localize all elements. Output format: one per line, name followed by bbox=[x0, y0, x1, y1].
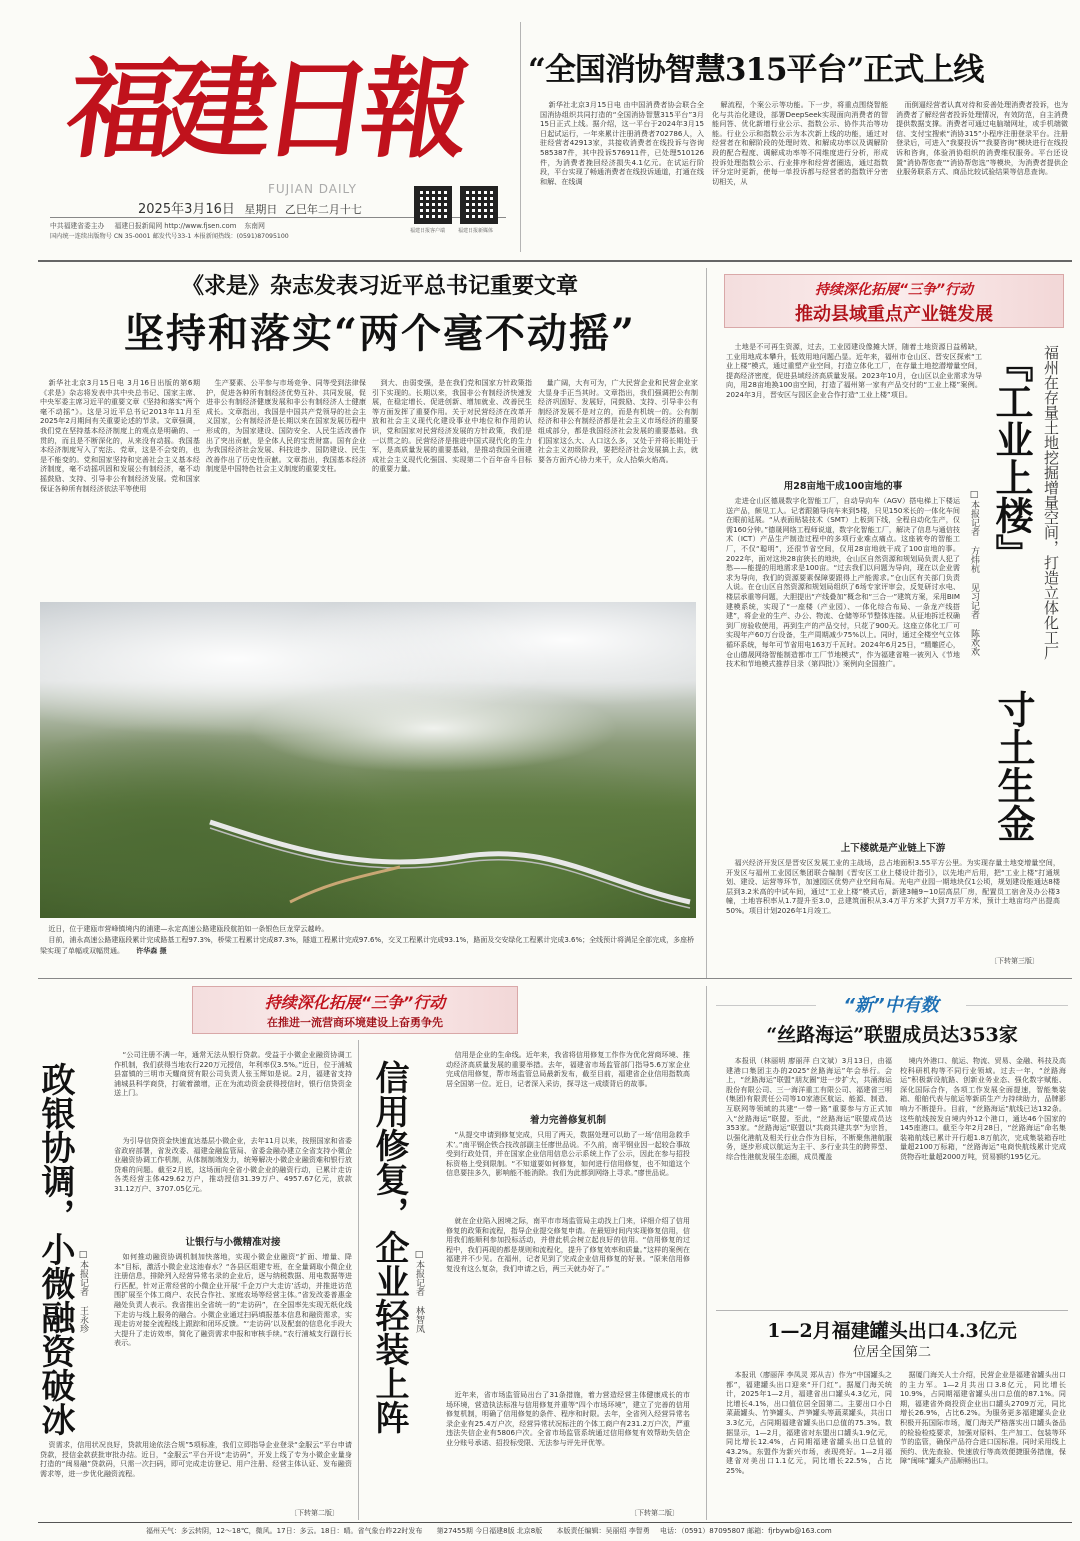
masthead-english: FUJIAN DAILY bbox=[268, 182, 357, 196]
caption-line-2-wrap bbox=[40, 935, 696, 957]
website: 福建日报新闻网 http://www.fjsen.com bbox=[114, 222, 237, 230]
client: 东南网 bbox=[244, 222, 265, 230]
right-para-3: 福兴经济开发区是晋安区发展工业的主战场，总占地面积3.55平方公里。为实现存量土地变增量空间，开发区与福州工业园区集团联合编制《晋安区工业上楼设计指引》，以先地产后用，把“工业上楼”打通规划、建设、运营等环节，加速园区优势产业空间布局。光电产业园一期地块仅1公顷，规划建设能通达8楼层到3.2米高的中试车间，通过“工业上楼”模式后，新建3幢9~10层高层厂房，配置员工宿舍及办公楼3幢，土地容积率从1.7提升至3.0，总建筑面积从3.4万平方米扩大到7万平方米，预计土地亩均产出提高50%。项目计划2026年1月竣工。 bbox=[726, 858, 1060, 915]
footer bbox=[146, 1525, 1072, 1537]
lead-col-2: 生产要素、公平参与市场竞争、同等受到法律保护，促进各种所有制经济优势互补、共同发展，促进非公有制经济健康发展和非公有制经济人士健康成长。文章指出，我国是中国共产党领导的社会主义国家，公有制经济是长期以来在国家发展历程中形成的，为国家建设、国防安全、人民生活改善作出了突出贡献，是全体人民的宝贵财富。国有企业为我国经济社会发展、科技进步、国防建设、民生改善作出了历史性贡献。文章指出，我国基本经济制度是中国特色社会主义制度的重要支柱。 bbox=[206, 378, 366, 474]
masthead-info bbox=[50, 220, 265, 230]
silk-road-headline: “丝路海运”联盟成员达353家 bbox=[766, 1024, 1018, 1046]
story2-tail: 〔下转第二版〕 bbox=[630, 1509, 679, 1517]
publisher: 中共福建省委主办 bbox=[50, 222, 105, 230]
story2-para-4: 近年来，省市场监管局出台了31条措施，着力营造经营主体健康成长的市场环境，营造执法标准与信用修复并重等“四个市场环境”，建立了完善的信用修复机制，明确了信用修复的条件、程序和时限。去年，全省列入经营异常名录企业有25.4万户次，经营异常状况标注的个体工商户有231.2万户次，严重违法失信企业有5806户次。全省市场监管系统通过信用修复有效帮助失信企业分账号承诺、招投标受限、无法参与评先评优等。 bbox=[446, 1390, 690, 1447]
lead-headline: 坚持和落实“两个毫不动摇” bbox=[123, 310, 636, 357]
bottom-right-mid-rule bbox=[716, 1310, 1068, 1311]
story1-sub: 让银行与小微精准对接 bbox=[185, 1237, 281, 1248]
masthead-dateline bbox=[138, 198, 362, 217]
top-story-col-1: 新华社北京3月15日电 由中国消费者协会联合全国消协组织共同打造的“全国消协智慧315平台”3月15日正式上线。据介绍，这一平台于2024年3月15日起试运行，一年来累计注册消费者702786人，入驻经营者42913家，共接收消费者在线投诉与咨询585387件，其中投诉576911件，已处理510126件，为消费者挽回经济损失4.1亿元。在试运行阶段，平台实现了畅通消费者在线投诉通道，打通在线和解、在线调 bbox=[540, 100, 704, 186]
story2-sub: 着力完善修复机制 bbox=[529, 1115, 606, 1126]
story1-para-3: 如何推动融资协调机制加快落地，实现小微企业融资“扩面、增量、降本”目标，激活小微企业这池春水？“各县区组建专班，在全量调取小微企业注册信息，排除列入经营异常名录的企业后，逐与纳税数据、用电数据等进行匹配，针对正常经营的小微企业开展‘千企万户大走访’活动，并推进访范围扩展至个体工商户、农民合作社、家庭农场等经营主体。”省发改委普惠金融处负责人表示。我省推出全省统一的“走访码”，在全国率先实现无纸化线下走访与线上服务的融合。小微企业通过扫码填报基本信息和融资需求，实现走访对接全流程线上跟踪和闭环反馈。“‘走访码’以及配套的信息化手段大大提升了走访效率，简化了融资需求申报和审核手续。”农行浦城支行副行长表示。 bbox=[114, 1252, 352, 1348]
photo-credit: 许华森 摄 bbox=[136, 947, 167, 955]
footer-weather: 福州天气：多云转阴，12～18℃，微风。17日：多云。18日：晴。省气象台昨22时发布 bbox=[146, 1527, 423, 1535]
silk-road-col-2: 境内外港口、航运、物流、贸易、金融、科技及高校科研机构等不同行业领域。过去一年，“丝路海运”积极新设航路、创新业务业态、强化数字赋能、深化国际合作，各项工作发展全面提速，智能集装箱、船舶代表与航运等新质生产力持续助力，品牌影响力不断提升。目前，“丝路海运”航线已达132条。这些航线按发自境内外12个港口，通达46个国家的145座港口。截至今年2月28日，“丝路海运”命名集装箱航线已累计开行超1.8万航次，完成集装箱吞吐量超2100万标箱，“丝路海运”电商快航线累计完成货物吞吐量超2000万吨，贸易额约195亿元。 bbox=[900, 1056, 1066, 1161]
right-tail: 〔下转第三版〕 bbox=[990, 957, 1039, 965]
issue-weekday: 星期日 bbox=[244, 203, 278, 216]
canned-food-col-2: 据厦门海关人士介绍，民营企业是福建省罐头出口的主力军。1—2月共出口3.8亿元，同比增长10.9%，占同期福建省罐头出口总值的87.1%。同期，福建省外商投资企业出口罐头2709万元，同比增长26.9%，占比6.2%。为服务更多福建罐头企业积极开拓国际市场，厦门海关严格落实出口罐头备品的检验检疫要求，加强对原料、生产加工、包装等环节的监管，确保产品符合进口国标准。同时采用线上预约、优先查验、快速放行等高效便捷服务措施，保障“闽味”罐头产品顺畅出口。 bbox=[900, 1370, 1066, 1466]
masthead-divider bbox=[520, 22, 521, 252]
right-para-1: 土地是不可再生资源，过去，工业园建设像摊大饼，随着土地资源日益稀缺，工业用地成本攀升，低效用地问题凸显。近年来，福州市仓山区、晋安区探索“工业上楼”模式，通过重塑产业空间，打造立体化工厂，在存量土地挖潜增量空间，提高经济密度，促进县域经济高质量发展。2023年10月，仓山区以企业需求为导向，用28亩地换100亩空间，打造了福州第一家有产品交付的“工业上楼”案例。2024年3月，晋安区与园区企业合作打造“工业上楼”项目。 bbox=[726, 342, 982, 399]
right-sub-2: 上下楼就是产业链上下游 bbox=[840, 843, 946, 854]
highway-bridge-graphic bbox=[40, 602, 696, 918]
right-vertical-subtitle: 福州在存量土地挖掘增量空间，打造立体化工厂 bbox=[1042, 345, 1060, 660]
canned-food-col-1: 本报讯（廖丽萍 李凤灵 郑从吉）作为“中国罐头之都”，福建罐头出口迎来“开门红”。据厦门海关统计，2025年1—2月，福建省出口罐头4.3亿元，同比增长4.1%，出口值位居全国第二。主要出口小白菜蔬罐头、竹笋罐头、芦笋罐头等蔬菜罐头，共出口3.3亿元，占同期福建省罐头出口总值的75.3%。数据显示，1—2月，福建省对东盟出口罐头1.9亿元，同比增长12.4%，占同期福建省罐头出口总值的43.2%。东盟作为新兴市场，表现亮好。1—2月福建省对美出口1.1亿元，同比增长22.5%，占比25%。 bbox=[726, 1370, 892, 1475]
story1-para-4: 资需求，信用状况良好，贷款用途依法合规”5项标准，我们立即指导企业登录“金服云”平台申请贷款，授信金款获批审批办结。近日，“金服云”平台开设“走访码”，开发上线了专为小微企业量身打造的“闽易融”贷款码，只需一次扫码，即可完成走访登记、用户注册、经营主体认证、发布融资需求等，进一步优化融资流程。 bbox=[40, 1440, 352, 1478]
right-sub-1: 用28亩地干成100亩地的事 bbox=[783, 481, 903, 492]
lead-col-1: 新华社北京3月15日电 3月16日出版的第6期《求是》杂志将发表中共中央总书记、国家主席、中央军委主席习近平的重要文章《坚持和落实“两个毫不动摇”》。这是习近平总书记2013年11月至2025年2月期间有关重要论述的节录。文章强调，我们党在坚持基本经济制度上的观点是明确的、一贯的，而且是不断深化的，从来没有动摇。我国基本经济制度写入了宪法、党章，这是不会变的，也是不能变的。党和国家坚持和完善社会主义基本经济制度，毫不动摇巩固和发展公有制经济，毫不动摇鼓励、支持、引导非公有制经济发展。党和国家保证各种所有制经济依法平等使用 bbox=[40, 378, 200, 493]
bottom-left-divider bbox=[358, 1040, 359, 1520]
lead-col-3: 到大、由弱变强，是在我们党和国家方针政策指引下实现的。长期以来，我国非公有制经济快速发展，在稳定增长、促进创新、增加就业、改善民生等方面发挥了重要作用。关于对民营经济在改革开放和社会主义现代化建设事业中地位和作用的认识，党和国家对民营经济发展的方针政策，我们是一以贯之的。民营经济是推进中国式现代化的生力军，是高质量发展的重要基础，是推动我国全面建成社会主义现代化强国、实现第二个百年奋斗目标的重要力量。 bbox=[372, 378, 532, 474]
silk-road-col-1: 本报讯（林丽明 廖丽萍 白文斌）3月13日，由福建港口集团主办的2025“丝路海运”年会举行。会上，“丝路海运”联盟“朋友圈”进一步扩大，共涌海运股份有限公司、三一海洋重工有限公司、福建省三明(集团)有限责任公司等10家港区航运、能源、制造、互联网等领域的共建“一带一路”重要参与方正式加入“丝路海运”联盟。至此，“丝路海运”联盟成员达353家。“丝路海运”联盟以“共商共建共享”为宗旨，以强化港航及相关行业合作为目标，不断聚焦港航服务，逐步形成以航运为主干、多行业共生的跨界型、综合性港航发展生态圈，成员覆盖 bbox=[726, 1056, 892, 1161]
lead-col-4: 量广阔，大有可为，广大民营企业和民营企业家大显身手正当其时。文章指出，我们强调把公有制经济巩固好、发展好，同鼓励、支持、引导非公有制经济发展不是对立的，而是有机统一的。公有制经济和非公有制经济都是社会主义市场经济的重要组成部分，都是我国经济社会发展的重要基础。我们国家这么大、人口这么多，又处于并将长期处于社会主义初级阶段，要把经济社会发展搞上去，就要各方面齐心协力来干，众人拾柴火焰高。 bbox=[538, 378, 698, 464]
top-story-col-2: 解流程，个案公示等功能。下一步，将重点围绕智能化与共治化建设，部署DeepSeek实现面向消费者的智能问答、优化新增行业公示、指数公示、协作共治等功能。行业公示和指数公示为本次新上线的功能，通过对经营者在和解阶段的处理时效、和解成功率以及调解阶段的配合程度、调解成功率等不同维度进行分析，形成投诉处理指数公示、行业排序和经营者圈选，通过指数评分定时更新，使每一单投诉都与经营者的指数评分密切相关，从 bbox=[712, 100, 888, 186]
qr-code-media[interactable] bbox=[460, 186, 498, 224]
masthead-bottom-rule bbox=[38, 260, 1072, 262]
qr2-label: 福建日报新媒体 bbox=[458, 228, 494, 234]
lead-kicker: 《求是》杂志发表习近平总书记重要文章 bbox=[181, 273, 578, 299]
top-story-col-3: 而倒逼经营者认真对待和妥善处理消费者投诉，也为消费者了解经营者投诉处理情况，有效防范，自主消费提供数据支撑。消费者可通过电脑端网址，或手机端微信、支付宝搜索“消协315”小程序注册登录平台。注册登录后，可进入“我要投诉”“我要咨询”模块进行在线投诉和咨询，体验消协组织的消费维权服务。平台还设置“消协帮您查”“消协帮您选”等模块，为消费者提供企业服务联系方式、商品比较试验结果等信息查询。 bbox=[896, 100, 1068, 177]
top-story-headline: “全国消协智慧315平台”正式上线 bbox=[528, 52, 984, 88]
right-banner-bottom: 推动县域重点产业链发展 bbox=[795, 304, 993, 325]
bottom-banner-top: 持续深化拓展“三争”行动 bbox=[264, 993, 446, 1012]
story2-para-3: 就在企业陷入困境之际，南平市市场监管局主动找上门来，详细介绍了信用修复的政策和流程，指导企业提交修复申请。在最短时间内实现修复信用，信用我们能顺利参加投标活动，并借此机会树立起良好的信用。“信用修复的过程中，我们再现的都是规则和流程化，提升了修复效率和质量。”这样的案例在福建并不少见。在福州，记者见到了完成企业信用修复的好景。“原来信用修复没有这么复杂，我们申请之后，两三天就办好了。” bbox=[446, 1216, 690, 1273]
caption-line-2: 目前，浦永高速公路建瓯段累计完成路基工程97.3%，桥梁工程累计完成87.3%，隧道工程累计完成97.6%，交叉工程累计完成93.1%，路面及交安绿化工程累计完成3.6%；全线预计将满足全部完成，多座桥梁实现了单幅或双幅贯通。 bbox=[40, 936, 695, 955]
story2-para-2: “从提交申请到修复完成，只用了两天，数据处理可以助了一场‘信用急救手术’。”南平钢企铁合技改部副主任廖世品说。不久前，南平钢业因一起较合事故受到行政处罚，并在国家企业信用信息公示系统上作了公示，因此在参与招投标资格上受到限制。“不知道要如何修复，如何进行信用修复，也不知道这个信息要挂多久，影响能不能消除。我们为此都到网络上寻求。”廖世品说。 bbox=[446, 1130, 690, 1178]
mid-page-rule bbox=[38, 978, 1072, 979]
qr-code-client[interactable] bbox=[414, 186, 452, 224]
issue-lunar: 乙巳年二月十七 bbox=[284, 203, 362, 216]
caption-line-1: 近日，位于建瓯市营峰镇境内的浦建—永定高速公路建瓯段航拍如一条银色巨龙穿云越岭。 bbox=[48, 925, 329, 933]
bottom-banner-bottom: 在推进一流营商环境建设上奋勇争先 bbox=[267, 1016, 443, 1029]
right-byline: □本报记者 方炜杭 见习记者 陈欢欢 bbox=[969, 490, 979, 656]
story1-para-1: “公司注册不满一年，通常无法从银行贷款。受益于小微企业融资协调工作机制，我们获得当地农行220万元授信，年利率仅3.5%。”近日，位于浦城县富镇的三明市天耀商贸有限公司负责人张玉辉如是说。2月，福建省支持浦城县科学商贷，打破着激增，正在为流动资金获得授信时，银行信贷资金送上门。 bbox=[114, 1050, 352, 1098]
story2-para-1: 信用是企业的生命线。近年来，我省将信用修复工作作为优化营商环境、推动经济高质量发展的重要举措。去年，福建省市场监管部门指导5.6万家企业完成信用修复，帮市场监管总局最新发布，截至目前，福建省企业信用指数高居全国第一位。近日，记者深入采访，探寻这一成绩背后的故事。 bbox=[446, 1050, 690, 1088]
story1-title: 政银协调，小微融资破冰 bbox=[35, 1062, 75, 1436]
right-banner-top: 持续深化拓展“三争”行动 bbox=[814, 282, 974, 298]
canned-food-subtitle: 位居全国第二 bbox=[852, 1345, 931, 1360]
right-big-title-2: 寸土生金 bbox=[991, 690, 1036, 842]
right-big-title-1: 『工业上楼』 bbox=[989, 344, 1034, 572]
story1-byline: □本报记者 王永珍 bbox=[78, 1250, 88, 1333]
story1-tail: 〔下转第二版〕 bbox=[290, 1509, 339, 1517]
footer-issue: 第27455期 今日福建8版 北京8版 bbox=[436, 1527, 543, 1535]
story2-title: 信用修复，企业轻装上阵 bbox=[369, 1060, 409, 1434]
right-column-divider bbox=[706, 268, 707, 978]
bottom-right-divider bbox=[706, 986, 707, 1520]
aerial-photo bbox=[40, 602, 696, 918]
photo-caption bbox=[40, 924, 696, 957]
story2-byline: □本报记者 林智凤 bbox=[414, 1250, 424, 1333]
right-para-2: 走进仓山区德晟数字化智能工厂，自动导向车（AGV）搭电梯上下楼运送产品，颇见工人。记者跟随导向车来到5楼，只见150米长的一体化车间在眼前延展。“从表面贴装技术（SMT）上板到下线，全程自动化生产，仅需160分钟。”德晟网络工程师说道，数字化智能工厂，解决了信息与通信技术（ICT）产品生产制造过程中的多项行业难点痛点。这座被夸的智能工厂，不仅“聪明”，还很节省空间，仅用28亩地就干成了100亩地的事。2022年，面对这块28亩狭长的地块，仓山区自然资源和规划局负责人犯了愁——能提的用地需求是100亩。“过去我们以问题为导向，现在以企业需求为导向，我们的资源要素保障要跟得上产能需求。”仓山区有关部门负责人说。在仓山区自然资源和规划局组织了6场专家评审会，反复研讨水电、楼层承重等问题，大胆提出“产线叠加”概念和“三合一”建筑方案，采用BIM建模系统，实现了“一座楼（产业园）、一体化综合布局、一条龙产线搭建”，将企业的生产、办公、物流、仓储等环节整体连接。从征地拆迁权确到厂房验收使用，再到生产的产品交付，只花了900天。这座立体化工厂可实现年产60万台设备，生产周期减少75%以上。同时，通过全楼空气立体循环系统，每年可节省用电163万千瓦时。2024年6月25日，“精雕匠心，仓山德晟网络智能制造都市工厂节地模式”，作为福建省唯一被列入《节地技术和节地模式推荐目录（第四批）》案例向全国推广。 bbox=[726, 496, 960, 669]
footer-phone: 电话：（0591）87095807 邮箱：fjrbywb@163.com bbox=[659, 1527, 832, 1535]
canned-food-headline: 1—2月福建罐头出口4.3亿元 bbox=[767, 1320, 1017, 1342]
bottom-left-banner bbox=[192, 986, 518, 1034]
issue-date: 2025年3月16日 bbox=[138, 202, 235, 217]
footer-editor: 本版责任编辑：吴丽绍 李智勇 bbox=[556, 1527, 650, 1535]
footer-rule bbox=[38, 1522, 1072, 1523]
serial-number: 国内统一连续出版物号 CN 35-0001 邮发代号33-1 本报新闻热线：(0591)87095100 bbox=[50, 233, 289, 240]
qr1-label: 福建日报客户端 bbox=[410, 228, 446, 234]
right-story-banner bbox=[724, 274, 1064, 328]
masthead bbox=[38, 22, 516, 257]
story1-para-2: 为引导信贷资金快速直达基层小微企业，去年11月以来，按照国家和省委省政府部署，省发改委、福建金融监管局、省委金融办建立全省支持小微企业融资协调工作机制，从体制制端发力，统筹解决小微企业融资难和银行放贷难的问题。截至2月底，这场面向全省小微企业的融资行动，已累计走访各类经营主体429.62万户，推动授信31.39万户、4957.67亿元，放款31.12万户、3707.05亿元。 bbox=[114, 1136, 352, 1193]
section-label-wrap bbox=[716, 994, 1068, 1018]
section-label: “新”中有数 bbox=[816, 994, 966, 1018]
masthead-title: 福建日報 bbox=[59, 47, 469, 173]
